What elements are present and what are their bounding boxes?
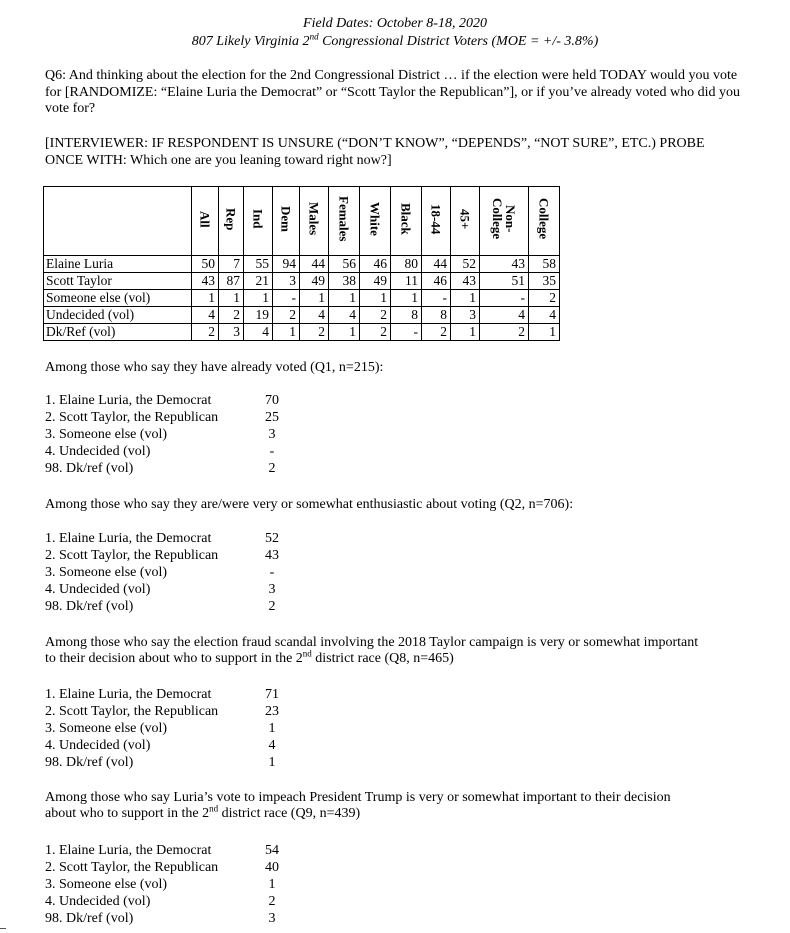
table-cell: -	[422, 290, 451, 307]
option-value: -	[269, 444, 275, 459]
table-cell: 4	[529, 307, 560, 324]
option-value: -	[269, 565, 275, 580]
option-label: 3. Someone else (vol)	[45, 877, 168, 892]
table-cell: 56	[329, 256, 360, 273]
option-value: 2	[268, 599, 276, 614]
table-cell: -	[273, 290, 300, 307]
table-cell: 2	[273, 307, 300, 324]
option-value: 4	[268, 738, 276, 753]
table-cell: 2	[300, 324, 329, 341]
table-cell: 49	[360, 273, 391, 290]
table-row	[44, 273, 560, 290]
column-header: Dem	[278, 206, 294, 232]
table-cell: 2	[360, 324, 391, 341]
table-cell: 94	[273, 256, 300, 273]
column-header: College	[536, 198, 552, 240]
table-cell: 44	[300, 256, 329, 273]
column-header: 18-44	[428, 203, 444, 235]
option-label: 3. Someone else (vol)	[45, 427, 168, 442]
table-cell: 1	[300, 290, 329, 307]
table-cell: 1	[529, 324, 560, 341]
option-label: 4. Undecided (vol)	[45, 894, 151, 909]
table-row	[44, 307, 560, 324]
table-cell: 52	[451, 256, 480, 273]
option-value: 3	[268, 582, 276, 597]
table-cell: 87	[219, 273, 244, 290]
table-cell: 43	[480, 256, 529, 273]
table-cell: 1	[451, 324, 480, 341]
crosstab-table	[43, 186, 560, 341]
table-cell: 11	[391, 273, 422, 290]
option-label: 2. Scott Taylor, the Republican	[45, 860, 219, 875]
column-header: All	[197, 210, 213, 228]
table-cell: 4	[329, 307, 360, 324]
table-cell: 1	[329, 324, 360, 341]
table-cell: 3	[273, 273, 300, 290]
field-dates: Field Dates: October 8-18, 2020	[303, 16, 487, 31]
table-cell: 58	[529, 256, 560, 273]
row-label: Undecided (vol)	[44, 307, 192, 324]
option-label: 98. Dk/ref (vol)	[45, 911, 134, 926]
section-intro: Among those who say the election fraud scandal involving the 2018 Taylor campaign is very or somewhat important to their decision about who to support in the 2nd district race (Q8, n=465)	[45, 635, 699, 666]
option-label: 4. Undecided (vol)	[45, 738, 151, 753]
table-cell: 55	[244, 256, 273, 273]
header-corner	[44, 187, 192, 256]
option-value: 40	[265, 860, 279, 875]
option-label: 1. Elaine Luria, the Democrat	[45, 531, 212, 546]
column-header: White	[367, 202, 383, 236]
option-label: 98. Dk/ref (vol)	[45, 461, 134, 476]
table-cell: 19	[244, 307, 273, 324]
option-label: 3. Someone else (vol)	[45, 565, 168, 580]
option-value: 71	[265, 687, 279, 702]
row-label: Elaine Luria	[44, 256, 192, 273]
table-cell: 1	[219, 290, 244, 307]
row-label: Scott Taylor	[44, 273, 192, 290]
table-cell: 2	[192, 324, 219, 341]
table-cell: 2	[422, 324, 451, 341]
column-header: Rep	[223, 207, 239, 231]
column-header: Ind	[250, 209, 266, 229]
table-row	[44, 256, 560, 273]
table-cell: -	[391, 324, 422, 341]
table-cell: -	[480, 290, 529, 307]
section-intro: Among those who say Luria’s vote to impeach President Trump is very or somewhat important to their decision about who to support in the 2nd district race (Q9, n=439)	[45, 790, 671, 821]
option-label: 1. Elaine Luria, the Democrat	[45, 843, 212, 858]
question-text: Q6: And thinking about the election for the 2nd Congressional District … if the election were held TODAY would you vote for [RANDOMIZE: “Elaine Luria the Democrat” or “Scott Taylor the Republican”], or if you’ve already voted who did you vote for?	[45, 68, 741, 116]
table-cell: 1	[360, 290, 391, 307]
option-label: 1. Elaine Luria, the Democrat	[45, 687, 212, 702]
table-cell: 4	[300, 307, 329, 324]
table-cell: 38	[329, 273, 360, 290]
table-cell: 43	[451, 273, 480, 290]
table-cell: 21	[244, 273, 273, 290]
table-cell: 1	[451, 290, 480, 307]
option-label: 98. Dk/ref (vol)	[45, 755, 134, 770]
option-label: 98. Dk/ref (vol)	[45, 599, 134, 614]
option-label: 1. Elaine Luria, the Democrat	[45, 393, 212, 408]
table-cell: 1	[192, 290, 219, 307]
option-label: 2. Scott Taylor, the Republican	[45, 548, 219, 563]
option-label: 3. Someone else (vol)	[45, 721, 168, 736]
table-cell: 4	[244, 324, 273, 341]
table-cell: 8	[391, 307, 422, 324]
section-intro: Among those who say they are/were very or somewhat enthusiastic about voting (Q2, n=706):	[45, 497, 574, 512]
option-value: 43	[265, 548, 279, 563]
table-cell: 49	[300, 273, 329, 290]
table-cell: 3	[219, 324, 244, 341]
option-value: 70	[265, 393, 279, 408]
sample-description: 807 Likely Virginia 2nd Congressional District Voters (MOE = +/- 3.8%)	[191, 31, 599, 49]
option-value: 3	[268, 427, 276, 442]
option-value: 25	[265, 410, 279, 425]
option-value: 3	[268, 911, 276, 926]
table-cell: 8	[422, 307, 451, 324]
table-cell: 43	[192, 273, 219, 290]
row-label: Someone else (vol)	[44, 290, 192, 307]
table-cell: 7	[219, 256, 244, 273]
table-cell: 44	[422, 256, 451, 273]
table-cell: 3	[451, 307, 480, 324]
option-value: 23	[265, 704, 279, 719]
interviewer-instruction: [INTERVIEWER: IF RESPONDENT IS UNSURE (“DON’T KNOW”, “DEPENDS”, “NOT SURE”, ETC.) PROBE ONCE WITH: Which one are you leaning toward right now?]	[45, 136, 705, 168]
table-cell: 2	[219, 307, 244, 324]
table-cell: 4	[480, 307, 529, 324]
table-cell: 2	[480, 324, 529, 341]
table-cell: 1	[244, 290, 273, 307]
column-header: Males	[306, 202, 322, 236]
table-cell: 2	[360, 307, 391, 324]
section-intro: Among those who say they have already voted (Q1, n=215):	[45, 360, 384, 375]
option-value: 54	[265, 843, 279, 858]
table-cell: 1	[273, 324, 300, 341]
column-header: Non-College	[490, 198, 518, 240]
table-cell: 51	[480, 273, 529, 290]
option-value: 52	[265, 531, 279, 546]
table-cell: 35	[529, 273, 560, 290]
page-edge-mark	[0, 928, 6, 929]
option-value: 1	[268, 877, 276, 892]
table-row	[44, 290, 560, 307]
table-header-row	[44, 187, 560, 256]
table-cell: 2	[529, 290, 560, 307]
row-label: Dk/Ref (vol)	[44, 324, 192, 341]
option-label: 4. Undecided (vol)	[45, 582, 151, 597]
option-label: 2. Scott Taylor, the Republican	[45, 410, 219, 425]
column-header: 45+	[457, 208, 473, 230]
table-cell: 4	[192, 307, 219, 324]
option-value: 2	[268, 894, 276, 909]
option-value: 1	[268, 755, 276, 770]
table-cell: 80	[391, 256, 422, 273]
table-row	[44, 324, 560, 341]
option-value: 1	[268, 721, 276, 736]
column-header: Black	[398, 203, 414, 235]
option-label: 2. Scott Taylor, the Republican	[45, 704, 219, 719]
table-cell: 1	[329, 290, 360, 307]
table-cell: 46	[422, 273, 451, 290]
table-cell: 46	[360, 256, 391, 273]
option-label: 4. Undecided (vol)	[45, 444, 151, 459]
table-cell: 1	[391, 290, 422, 307]
column-header: Females	[336, 196, 352, 242]
table-cell: 50	[192, 256, 219, 273]
option-value: 2	[268, 461, 276, 476]
